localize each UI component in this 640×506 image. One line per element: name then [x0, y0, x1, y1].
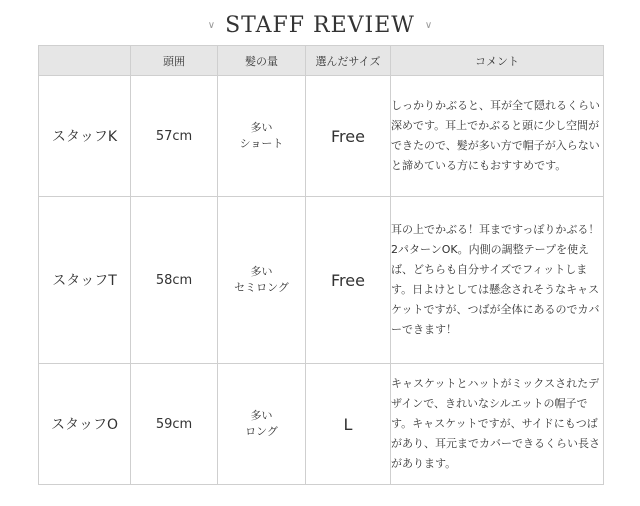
chosen-size: Free: [306, 76, 391, 197]
chevron-down-icon: ∨: [424, 19, 433, 31]
hair-amount: [218, 197, 306, 364]
staff-name: スタッフT: [39, 197, 131, 364]
column-header-chosen-size: 選んだサイズ: [306, 46, 391, 76]
hair-volume: 多い: [250, 265, 273, 278]
table-row: [39, 197, 604, 364]
head-size: 59cm: [131, 364, 218, 485]
hair-amount: [218, 76, 306, 197]
hair-length: セミロング: [234, 281, 289, 294]
column-header-staff: [39, 46, 131, 76]
staff-name: スタッフK: [39, 76, 131, 197]
comment: 耳の上でかぶる！耳まですっぽりかぶる！2パターンOK。内側の調整テープを使えば、どちらも自分サイズでフィットします。日よけとしては懸念されそうなキャスケットですが、つばが全体にあるのでカバーできます！: [391, 197, 604, 364]
page-title: STAFF REVIEW: [225, 12, 415, 38]
head-size: 57cm: [131, 76, 218, 197]
column-header-hair-amount: 髪の量: [218, 46, 306, 76]
chosen-size: L: [306, 364, 391, 485]
table-header-row: [39, 46, 604, 76]
hair-volume: 多い: [250, 121, 273, 134]
staff-review-table: [38, 45, 604, 485]
comment: キャスケットとハットがミックスされたデザインで、きれいなシルエットの帽子です。キャスケットですが、サイドにもつばがあり、耳元までカバーできるくらい長さがあります。: [391, 364, 604, 485]
table-row: [39, 76, 604, 197]
hair-volume: 多い: [250, 409, 273, 422]
hair-amount: [218, 364, 306, 485]
column-header-head-size: 頭囲: [131, 46, 218, 76]
comment: しっかりかぶると、耳が全て隠れるくらい深めです。耳上でかぶると頭に少し空間ができたので、髪が多い方で帽子が入らないと諦めている方にもおすすめです。: [391, 76, 604, 197]
head-size: 58cm: [131, 197, 218, 364]
page-header: [0, 10, 640, 40]
table-row: [39, 364, 604, 485]
hair-length: ロング: [245, 425, 278, 438]
hair-length: ショート: [239, 137, 284, 150]
chevron-down-icon: ∨: [207, 19, 216, 31]
chosen-size: Free: [306, 197, 391, 364]
column-header-comment: コメント: [391, 46, 604, 76]
staff-name: スタッフO: [39, 364, 131, 485]
